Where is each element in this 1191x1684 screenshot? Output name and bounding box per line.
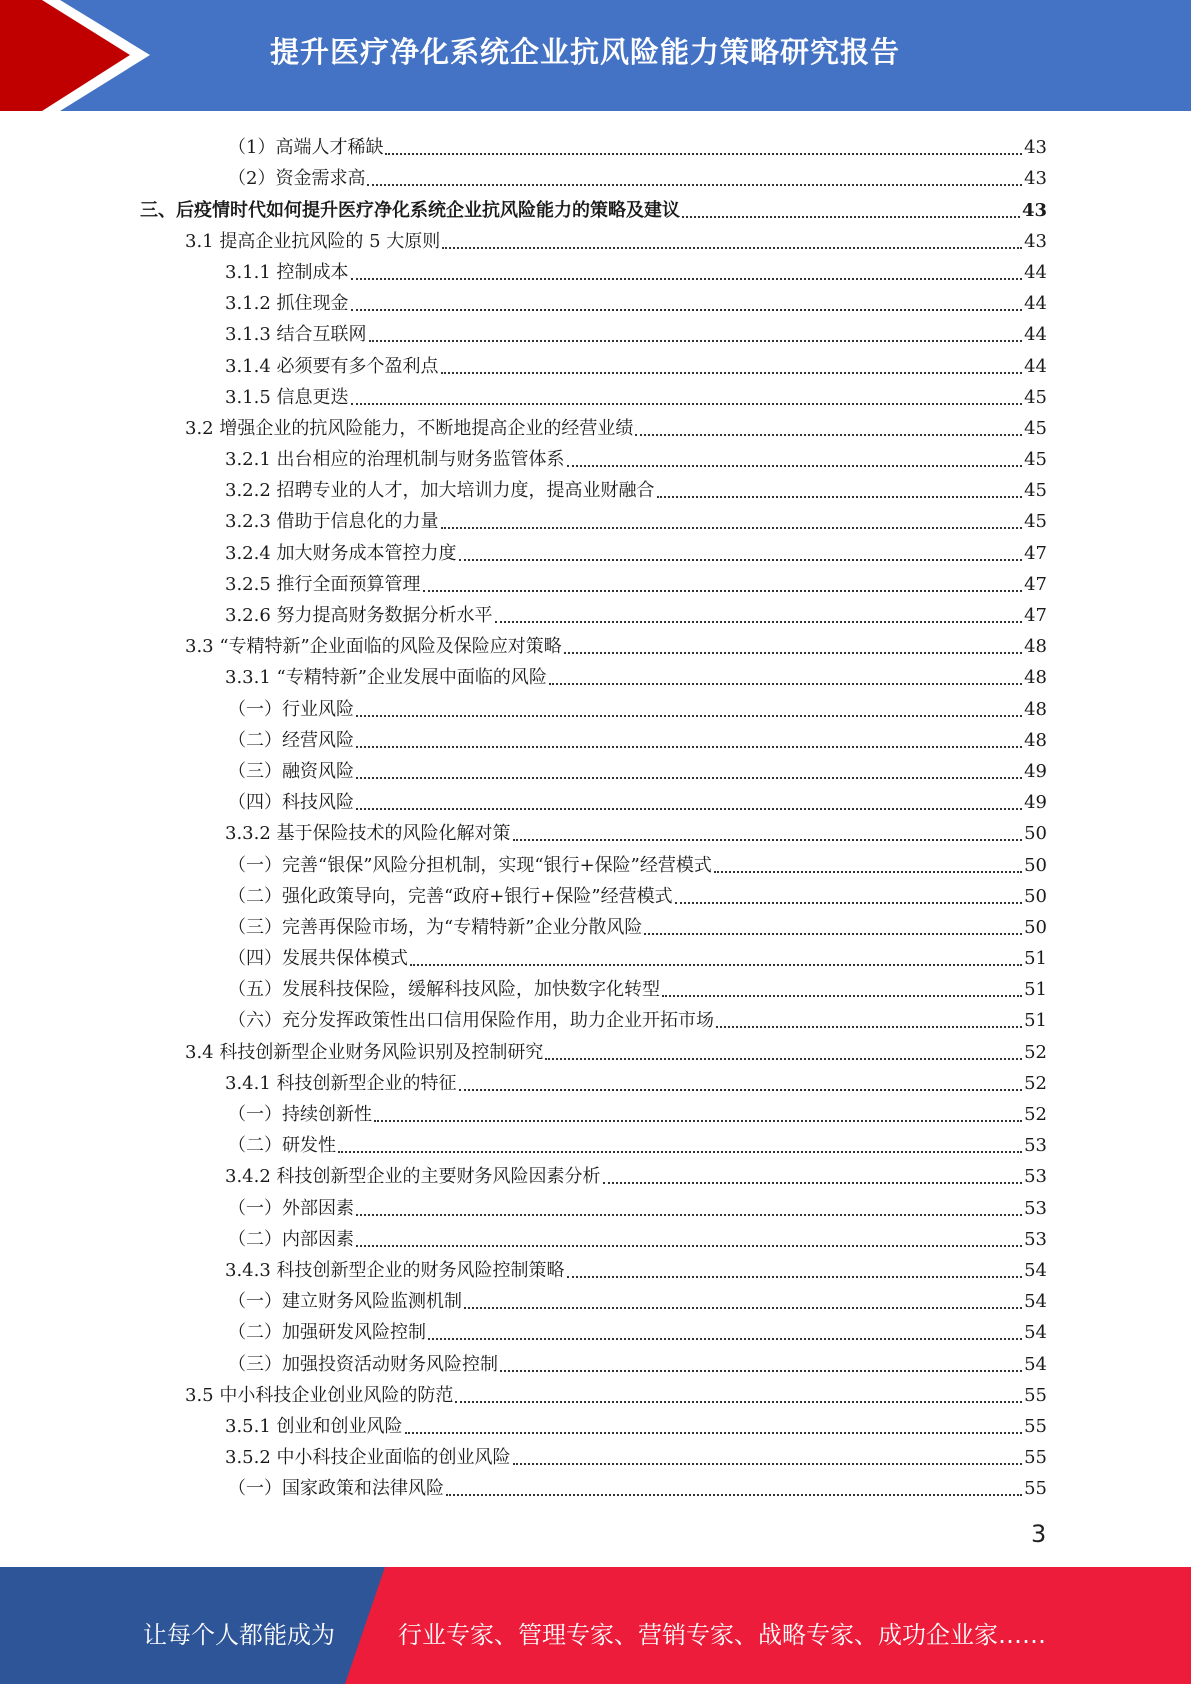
toc-entry[interactable] (140, 378, 1047, 409)
toc-dot-leader (545, 1058, 1022, 1060)
toc-entry-page: 45 (1024, 449, 1047, 471)
page-header (0, 0, 1191, 111)
toc-entry-title: （三）融资风险 (228, 760, 354, 782)
toc-entry-title: （三）完善再保险市场，为“专精特新”企业分散风险 (228, 916, 643, 938)
toc-dot-leader (446, 1494, 1022, 1496)
toc-entry-page: 54 (1024, 1291, 1047, 1313)
toc-dot-leader (603, 1182, 1023, 1184)
toc-dot-leader (441, 527, 1023, 529)
toc-dot-leader (351, 309, 1023, 311)
toc-entry[interactable] (140, 1344, 1047, 1375)
toc-entry[interactable] (140, 1157, 1047, 1188)
toc-entry-title: 3.1.5 信息更迭 (225, 386, 349, 408)
toc-dot-leader (549, 683, 1022, 685)
toc-entry[interactable] (140, 159, 1047, 190)
toc-entry-title: 3.1.4 必须要有多个盈利点 (225, 355, 439, 377)
toc-entry-title: 3.2.2 招聘专业的人才，加大培训力度，提高业财融合 (225, 480, 655, 502)
toc-entry[interactable] (140, 783, 1047, 814)
toc-entry-page: 54 (1024, 1353, 1047, 1375)
toc-dot-leader (513, 1463, 1023, 1465)
toc-dot-leader (410, 964, 1022, 966)
toc-entry-title: 3.2 增强企业的抗风险能力，不断地提高企业的经营业绩 (185, 417, 634, 439)
toc-entry-title: （一）行业风险 (228, 698, 354, 720)
toc-entry-page: 45 (1024, 511, 1047, 533)
toc-entry[interactable] (140, 596, 1047, 627)
toc-entry[interactable] (140, 1001, 1047, 1032)
toc-entry[interactable] (140, 752, 1047, 783)
toc-entry-page: 45 (1024, 480, 1047, 502)
toc-entry[interactable] (140, 845, 1047, 876)
toc-entry-title: 3.5.1 创业和创业风险 (225, 1415, 403, 1437)
toc-entry-page: 53 (1024, 1197, 1047, 1219)
toc-entry[interactable] (140, 908, 1047, 939)
toc-entry-title: （二）研发性 (228, 1135, 336, 1157)
toc-dot-leader (567, 465, 1023, 467)
toc-entry-page: 45 (1024, 417, 1047, 439)
toc-entry-title: 3.2.3 借助于信息化的力量 (225, 511, 439, 533)
toc-entry-title: 3.2.6 努力提高财务数据分析水平 (225, 605, 493, 626)
toc-dot-leader (455, 1401, 1022, 1403)
toc-entry[interactable] (140, 1126, 1047, 1157)
toc-entry-title: （一）完善“银保”风险分担机制，实现“银行+保险”经营模式 (228, 854, 712, 876)
toc-entry-title: （五）发展科技保险，缓解科技风险，加快数字化转型 (228, 979, 660, 1001)
toc-dot-leader (682, 216, 1020, 218)
toc-entry-title: 3.2.1 出台相应的治理机制与财务监管体系 (225, 449, 565, 471)
toc-entry-title: （2）资金需求高 (228, 168, 366, 190)
toc-entry-page: 52 (1024, 1104, 1047, 1125)
toc-entry[interactable] (140, 1313, 1047, 1344)
toc-entry-title: （二）强化政策导向，完善“政府+银行+保险”经营模式 (228, 885, 673, 907)
toc-dot-leader (464, 1307, 1022, 1309)
toc-entry-title: 3.3 “专精特新”企业面临的风险及保险应对策略 (185, 636, 562, 658)
toc-entry[interactable] (140, 814, 1047, 845)
toc-entry[interactable] (140, 1469, 1047, 1500)
toc-dot-leader (644, 933, 1022, 935)
toc-entry-page: 51 (1024, 979, 1047, 1001)
toc-dot-leader (356, 777, 1022, 779)
toc-entry-page: 54 (1024, 1322, 1047, 1344)
toc-entry-page: 47 (1024, 605, 1047, 626)
toc-entry-page: 55 (1024, 1384, 1047, 1406)
toc-entry-page: 48 (1024, 729, 1047, 751)
toc-entry-title: 3.5 中小科技企业创业风险的防范 (185, 1384, 454, 1406)
toc-dot-leader (441, 372, 1023, 374)
toc-dot-leader (459, 559, 1023, 561)
toc-dot-leader (714, 871, 1022, 873)
toc-entry[interactable] (140, 970, 1047, 1001)
toc-entry-page: 44 (1024, 261, 1047, 283)
toc-entry[interactable] (140, 1188, 1047, 1219)
toc-entry-page: 48 (1024, 698, 1047, 720)
toc-dot-leader (356, 746, 1022, 748)
header-title: 提升医疗净化系统企业抗风险能力策略研究报告 (270, 35, 901, 69)
toc-entry-title: （四）科技风险 (228, 792, 354, 814)
toc-entry-page: 43 (1024, 230, 1047, 252)
toc-entry-page: 45 (1024, 386, 1047, 408)
toc-entry[interactable] (140, 253, 1047, 284)
toc-entry-page: 50 (1024, 916, 1047, 938)
page-number: 3 (1031, 1520, 1047, 1548)
toc-dot-leader (351, 278, 1023, 280)
toc-entry-title: （二）内部因素 (228, 1228, 354, 1250)
toc-dot-leader (716, 1026, 1022, 1028)
toc-dot-leader (356, 715, 1022, 717)
toc-entry-title: （1）高端人才稀缺 (228, 137, 384, 159)
toc-entry-page: 50 (1024, 854, 1047, 876)
toc-entry-title: 3.1.2 抓住现金 (225, 293, 349, 315)
toc-dot-leader (351, 403, 1023, 405)
toc-entry-page: 43 (1021, 199, 1047, 221)
toc-entry[interactable] (140, 1438, 1047, 1469)
toc-entry-title: （六）充分发挥政策性出口信用保险作用，助力企业开拓市场 (228, 1010, 714, 1032)
toc-entry-title: 3.1.1 控制成本 (225, 261, 349, 283)
toc-entry-page: 53 (1024, 1228, 1047, 1250)
toc-entry-title: 3.1 提高企业抗风险的 5 大原则 (185, 230, 441, 252)
toc-entry-title: 3.4.3 科技创新型企业的财务风险控制策略 (225, 1259, 565, 1281)
toc-entry-title: 三、后疫情时代如何提升医疗净化系统企业抗风险能力的策略及建议 (140, 199, 680, 221)
toc-entry-title: 3.3.1 “专精特新”企业发展中面临的风险 (225, 667, 547, 689)
toc-entry[interactable] (140, 689, 1047, 720)
toc-dot-leader (405, 1432, 1023, 1434)
toc-entry[interactable] (140, 721, 1047, 752)
toc-entry-page: 48 (1024, 636, 1047, 658)
toc-entry-page: 52 (1024, 1072, 1047, 1094)
toc-entry-title: （一）持续创新性 (228, 1104, 372, 1125)
toc-entry-title: 3.1.3 结合互联网 (225, 324, 367, 346)
toc-entry-title: 3.4 科技创新型企业财务风险识别及控制研究 (185, 1041, 544, 1063)
toc-entry[interactable] (140, 877, 1047, 908)
toc-entry[interactable] (140, 440, 1047, 471)
toc-entry-title: 3.2.5 推行全面预算管理 (225, 573, 421, 595)
toc-dot-leader (657, 496, 1023, 498)
toc-entry[interactable] (140, 471, 1047, 502)
toc-entry-page: 50 (1024, 823, 1047, 845)
toc-entry[interactable] (140, 222, 1047, 253)
toc-dot-leader (442, 247, 1022, 249)
toc-entry[interactable] (140, 409, 1047, 440)
toc-entry-title: （四）发展共保体模式 (228, 948, 408, 970)
toc-entry-page: 51 (1024, 948, 1047, 970)
toc-dot-leader (459, 1089, 1023, 1091)
toc-entry-page: 52 (1024, 1041, 1047, 1063)
toc-dot-leader (662, 995, 1022, 997)
toc-entry[interactable] (140, 939, 1047, 970)
toc-dot-leader (423, 590, 1023, 592)
toc-entry-title: 3.5.2 中小科技企业面临的创业风险 (225, 1447, 511, 1469)
toc-entry[interactable] (140, 1251, 1047, 1282)
toc-entry-title: 3.4.2 科技创新型企业的主要财务风险因素分析 (225, 1166, 601, 1188)
toc-entry[interactable] (140, 502, 1047, 533)
toc-entry-title: （三）加强投资活动财务风险控制 (228, 1353, 498, 1375)
footer-slogan-left: 让每个人都能成为 (143, 1621, 335, 1649)
toc-dot-leader (564, 652, 1022, 654)
toc-entry-page: 49 (1024, 792, 1047, 814)
toc-dot-leader (356, 1214, 1022, 1216)
toc-entry[interactable] (140, 1376, 1047, 1407)
toc-entry-page: 44 (1024, 355, 1047, 377)
toc-entry[interactable] (140, 128, 1047, 159)
toc-entry[interactable] (140, 284, 1047, 315)
toc-entry[interactable] (140, 190, 1047, 221)
toc-entry-page: 47 (1024, 542, 1047, 564)
toc-entry-page: 44 (1024, 324, 1047, 346)
toc-entry[interactable] (140, 1407, 1047, 1438)
chevron-arrow-icon (0, 0, 160, 111)
toc-entry-page: 53 (1024, 1135, 1047, 1157)
toc-dot-leader (428, 1338, 1022, 1340)
toc-entry-page: 54 (1024, 1259, 1047, 1281)
toc-dot-leader (635, 434, 1022, 436)
toc-dot-leader (356, 808, 1022, 810)
toc-entry[interactable] (140, 627, 1047, 658)
toc-dot-leader (356, 1245, 1022, 1247)
toc-entry-title: （二）加强研发风险控制 (228, 1322, 426, 1344)
footer-slogan-right: 行业专家、管理专家、营销专家、战略专家、成功企业家…… (398, 1621, 1046, 1649)
toc-dot-leader (500, 1370, 1022, 1372)
page-footer (0, 1567, 1191, 1684)
table-of-contents (140, 128, 1047, 1500)
toc-dot-leader (385, 153, 1022, 155)
toc-entry-page: 55 (1024, 1478, 1047, 1500)
toc-entry[interactable] (140, 533, 1047, 564)
toc-dot-leader (495, 621, 1023, 623)
toc-entry-page: 49 (1024, 760, 1047, 782)
toc-entry[interactable] (140, 315, 1047, 346)
toc-entry-title: 3.4.1 科技创新型企业的特征 (225, 1072, 457, 1094)
toc-entry[interactable] (140, 1220, 1047, 1251)
toc-entry[interactable] (140, 1095, 1047, 1126)
toc-dot-leader (567, 1276, 1023, 1278)
toc-entry-page: 50 (1024, 885, 1047, 907)
toc-entry-title: （一）外部因素 (228, 1197, 354, 1219)
toc-entry-page: 43 (1024, 168, 1047, 190)
toc-dot-leader (374, 1120, 1022, 1122)
toc-dot-leader (513, 839, 1023, 841)
toc-entry[interactable] (140, 565, 1047, 596)
toc-entry-title: （二）经营风险 (228, 729, 354, 751)
toc-entry-title: 3.3.2 基于保险技术的风险化解对策 (225, 823, 511, 845)
toc-entry-page: 51 (1024, 1010, 1047, 1032)
toc-entry-page: 55 (1024, 1415, 1047, 1437)
toc-entry-page: 55 (1024, 1447, 1047, 1469)
toc-entry-title: 3.2.4 加大财务成本管控力度 (225, 542, 457, 564)
toc-entry[interactable] (140, 1064, 1047, 1095)
toc-entry-title: （一）国家政策和法律风险 (228, 1478, 444, 1500)
toc-entry-page: 48 (1024, 667, 1047, 689)
toc-dot-leader (367, 184, 1022, 186)
toc-dot-leader (338, 1151, 1022, 1153)
toc-entry[interactable] (140, 658, 1047, 689)
toc-dot-leader (369, 340, 1023, 342)
toc-dot-leader (675, 902, 1023, 904)
toc-entry-page: 43 (1024, 137, 1047, 159)
toc-entry[interactable] (140, 346, 1047, 377)
toc-entry[interactable] (140, 1032, 1047, 1063)
toc-entry-page: 47 (1024, 573, 1047, 595)
toc-entry-page: 44 (1024, 293, 1047, 315)
toc-entry-title: （一）建立财务风险监测机制 (228, 1291, 462, 1313)
toc-entry-page: 53 (1024, 1166, 1047, 1188)
toc-entry[interactable] (140, 1282, 1047, 1313)
